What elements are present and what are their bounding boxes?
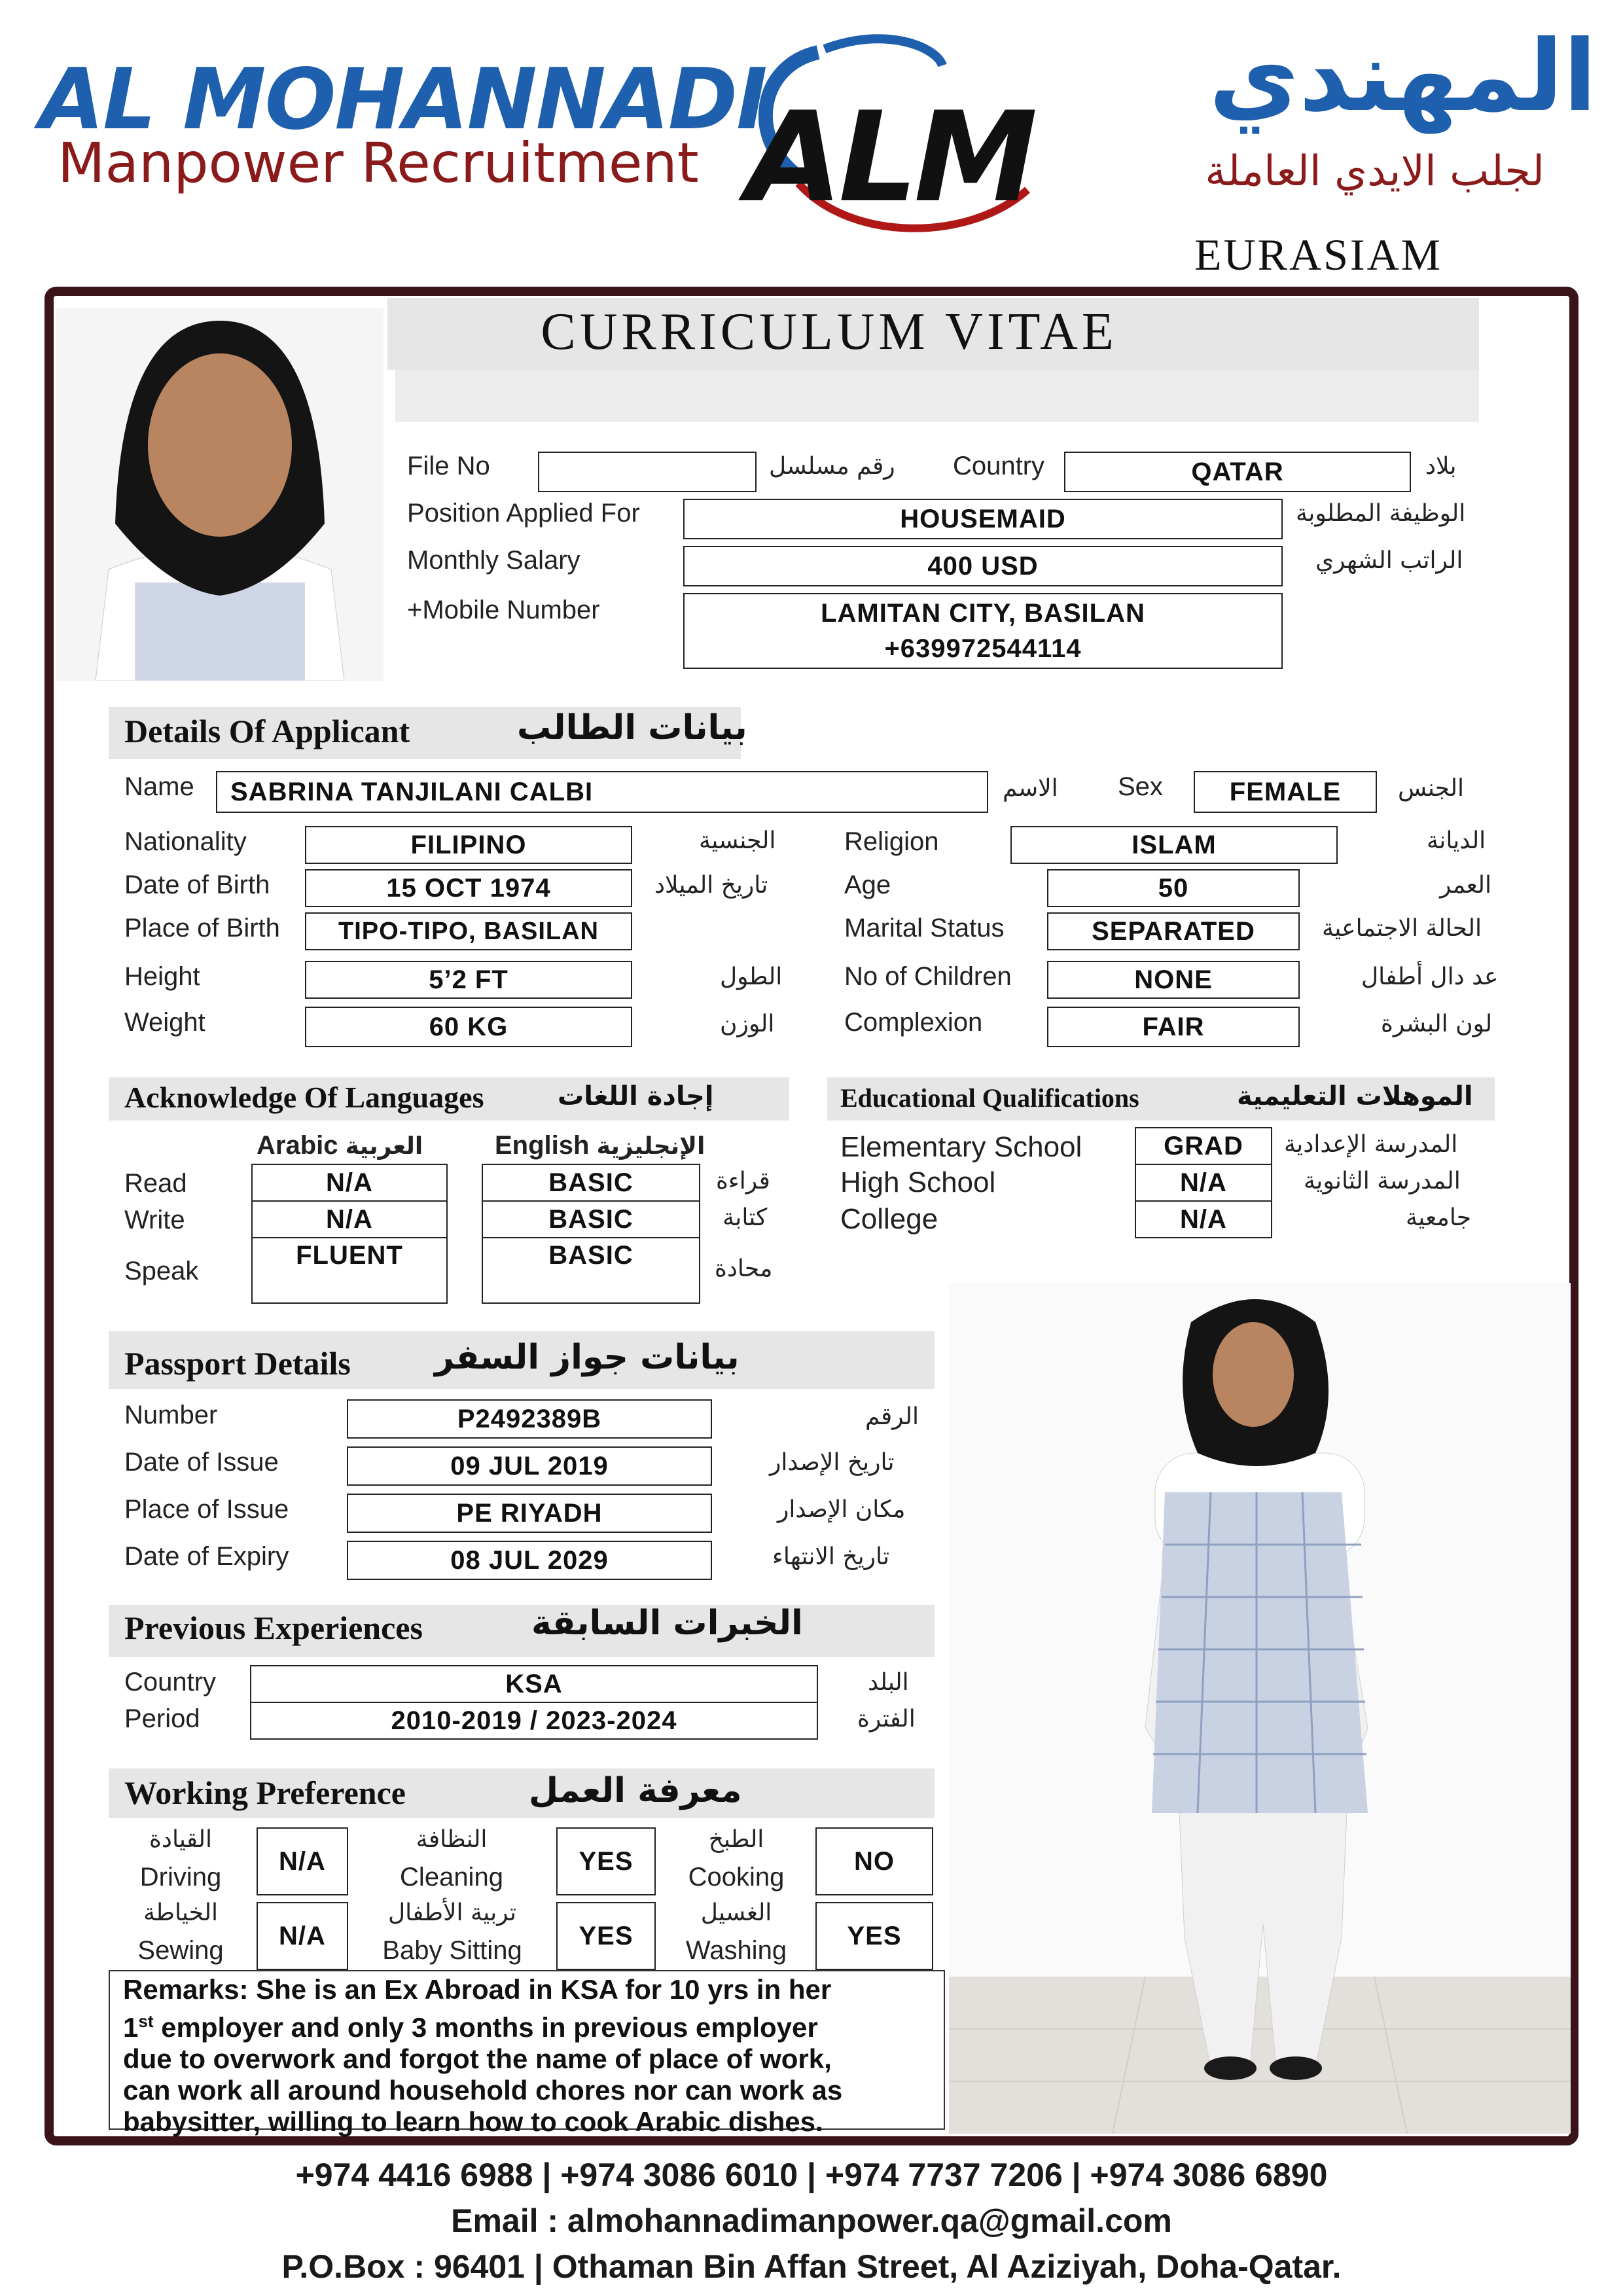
cleaning-label: Cleaning: [400, 1863, 503, 1892]
remarks-ordinal-suffix: st: [138, 2011, 154, 2031]
complexion-label-ar: لون البشرة: [1381, 1011, 1493, 1037]
passport-section-title-ar: بيانات جواز السفر: [435, 1338, 740, 1377]
religion-label-ar: الديانة: [1427, 827, 1486, 854]
passport-section-title: Passport Details: [124, 1345, 351, 1382]
file-no-label: File No: [407, 452, 490, 480]
high-school-label: High School: [840, 1166, 996, 1198]
cv-title: CURRICULUM VITAE: [541, 303, 1118, 361]
applicant-portrait: [56, 308, 383, 681]
languages-section-title: Acknowledge Of Languages: [124, 1081, 484, 1114]
mobile-value-line1: LAMITAN CITY, BASILAN: [821, 599, 1145, 628]
read-label-ar: قراءة: [716, 1168, 770, 1194]
elementary-label: Elementary School: [840, 1131, 1082, 1163]
agency-name: EURASIAM: [1194, 230, 1443, 279]
arabic-column-header: [257, 1131, 423, 1160]
sex-label-ar: الجنس: [1398, 775, 1464, 802]
file-no-label-ar: رقم مسلسل: [769, 453, 895, 480]
experience-period-value: 2010-2019 / 2023-2024: [250, 1702, 818, 1740]
cooking-label: Cooking: [688, 1863, 785, 1892]
mobile-value: [683, 593, 1283, 669]
name-label-ar: الاسم: [1003, 775, 1058, 802]
cleaning-value: YES: [556, 1827, 656, 1895]
dob-label: Date of Birth: [124, 870, 270, 899]
dob-label-ar: تاريخ الميلاد: [654, 872, 768, 899]
age-label-ar: العمر: [1440, 872, 1492, 899]
position-label-ar: الوظيفة المطلوبة: [1296, 500, 1466, 527]
elementary-value: GRAD: [1135, 1127, 1272, 1165]
salary-label-ar: الراتب الشهري: [1315, 547, 1463, 574]
read-label: Read: [124, 1169, 187, 1198]
mobile-label: +Mobile Number: [407, 596, 600, 624]
arabic-read-value: N/A: [251, 1164, 448, 1202]
education-section-title-ar: الموهلات التعليمية: [1237, 1081, 1473, 1111]
baby-sitting-label-ar: تربية الأطفال: [387, 1899, 517, 1926]
applicant-section-title-ar: بيانات الطالب: [517, 708, 747, 747]
remarks-line-3: due to overwork and forgot the name of place of work,: [123, 2043, 832, 2074]
issue-place-value: PE RIYADH: [347, 1494, 712, 1533]
preference-section-title: Working Preference: [124, 1774, 406, 1811]
high-school-value: N/A: [1135, 1164, 1272, 1202]
elementary-label-ar: المدرسة الإعدادية: [1284, 1131, 1458, 1158]
college-label-ar: جامعية: [1406, 1204, 1472, 1231]
mobile-value-line2: +639972544114: [884, 634, 1082, 663]
children-value: NONE: [1047, 961, 1300, 999]
complexion-value: FAIR: [1047, 1007, 1300, 1047]
speak-label: Speak: [124, 1257, 199, 1285]
remarks-line-2-text: employer and only 3 months in previous employer: [153, 2012, 818, 2043]
height-value: 5’2 FT: [305, 961, 632, 999]
education-section-title: Educational Qualifications: [840, 1083, 1139, 1113]
footer-phones: +974 4416 6988 | +974 3086 6010 | +974 7737 7206 | +974 3086 6890: [295, 2157, 1328, 2193]
marital-value: SEPARATED: [1047, 912, 1300, 950]
weight-label: Weight: [124, 1008, 205, 1037]
english-write-value: BASIC: [482, 1200, 700, 1238]
weight-value: 60 KG: [305, 1007, 632, 1047]
weight-label-ar: الوزن: [720, 1011, 775, 1037]
brand-name-en: AL MOHANNADI: [39, 51, 766, 149]
experience-section-title-ar: الخبرات السابقة: [531, 1604, 803, 1643]
letterhead: [0, 0, 1623, 281]
passport-number-value: P2492389B: [347, 1399, 712, 1439]
nationality-label: Nationality: [124, 827, 247, 856]
experience-country-value: KSA: [250, 1665, 818, 1703]
issue-place-label: Place of Issue: [124, 1495, 289, 1524]
passport-number-label: Number: [124, 1401, 218, 1429]
footer-address: P.O.Box : 96401 | Othaman Bin Affan Street, Al Aziziyah, Doha-Qatar.: [281, 2248, 1342, 2285]
baby-sitting-label: Baby Sitting: [382, 1936, 522, 1965]
remarks-ordinal: 1: [123, 2012, 139, 2043]
preference-section-title-ar: معرفة العمل: [529, 1771, 742, 1810]
arabic-header-en: Arabic: [257, 1131, 338, 1160]
washing-label-ar: الغسيل: [700, 1899, 772, 1926]
washing-value: YES: [815, 1902, 933, 1970]
languages-section-title-ar: إجادة اللغات: [558, 1081, 714, 1111]
experience-section-title: Previous Experiences: [124, 1609, 423, 1646]
english-speak-value: BASIC: [482, 1237, 700, 1304]
country-label: Country: [953, 452, 1045, 480]
age-label: Age: [844, 870, 891, 899]
english-header-ar: الإنجليزية: [596, 1133, 705, 1160]
children-label-ar: عد دال أطفال: [1361, 963, 1499, 990]
sex-value: FEMALE: [1194, 771, 1377, 813]
arabic-write-value: N/A: [251, 1200, 448, 1238]
remarks-line-2: [123, 2005, 931, 2043]
height-label-ar: الطول: [720, 963, 783, 990]
issue-place-label-ar: مكان الإصدار: [777, 1496, 906, 1523]
country-value: QATAR: [1064, 452, 1411, 492]
driving-label: Driving: [139, 1863, 222, 1892]
remarks-line-5: babysitter, willing to learn how to cook Arabic dishes.: [123, 2106, 823, 2137]
remarks-box: [109, 1970, 945, 2137]
brand-subtitle-ar: لجلب الايدي العاملة: [1205, 147, 1544, 196]
issue-date-label-ar: تاريخ الإصدار: [770, 1449, 895, 1476]
issue-date-label: Date of Issue: [124, 1448, 279, 1477]
nationality-label-ar: الجنسية: [699, 827, 776, 854]
name-label: Name: [124, 772, 194, 801]
dob-value: 15 OCT 1974: [305, 869, 632, 907]
name-value: SABRINA TANJILANI CALBI: [216, 771, 988, 813]
write-label-ar: كتابة: [722, 1204, 768, 1231]
passport-number-label-ar: الرقم: [865, 1403, 919, 1430]
brand-subtitle-en: Manpower Recruitment: [58, 131, 699, 195]
alm-logo: [720, 26, 1060, 262]
english-column-header: [495, 1131, 705, 1160]
experience-country-label: Country: [124, 1668, 217, 1696]
logo-text: ALM: [746, 85, 1034, 230]
expiry-label-ar: تاريخ الانتهاء: [772, 1543, 889, 1570]
arabic-speak-value: FLUENT: [251, 1237, 448, 1304]
cooking-value: NO: [815, 1827, 933, 1895]
english-header-en: English: [495, 1131, 590, 1160]
age-value: 50: [1047, 869, 1300, 907]
file-no-value: [538, 452, 757, 492]
position-label: Position Applied For: [407, 499, 640, 528]
speak-label-ar: محادة: [715, 1255, 773, 1282]
salary-value: 400 USD: [683, 546, 1283, 586]
college-label: College: [840, 1203, 938, 1235]
nationality-value: FILIPINO: [305, 826, 632, 864]
sewing-value: N/A: [257, 1902, 348, 1970]
issue-date-value: 09 JUL 2019: [347, 1446, 712, 1486]
driving-label-ar: القيادة: [149, 1826, 212, 1853]
religion-value: ISLAM: [1010, 826, 1338, 864]
height-label: Height: [124, 962, 200, 991]
country-label-ar: بلاد: [1425, 453, 1457, 480]
sewing-label: Sewing: [137, 1936, 224, 1965]
college-value: N/A: [1135, 1200, 1272, 1238]
experience-country-label-ar: البلد: [868, 1669, 909, 1696]
applicant-full-body-photo: [949, 1283, 1571, 2134]
religion-label: Religion: [844, 827, 939, 856]
experience-period-label: Period: [124, 1704, 200, 1733]
brand-name-ar: المهندي: [1209, 20, 1597, 134]
sewing-label-ar: الخياطة: [143, 1899, 218, 1926]
children-label: No of Children: [844, 962, 1012, 991]
baby-sitting-value: YES: [556, 1902, 656, 1970]
cv-title-subband: [395, 370, 1479, 422]
arabic-header-ar: العربية: [345, 1133, 423, 1160]
english-read-value: BASIC: [482, 1164, 700, 1202]
expiry-value: 08 JUL 2029: [347, 1541, 712, 1580]
cleaning-label-ar: النظافة: [416, 1826, 488, 1853]
sex-label: Sex: [1118, 772, 1163, 801]
pob-value: TIPO-TIPO, BASILAN: [305, 912, 632, 950]
applicant-section-title: Details Of Applicant: [124, 713, 410, 749]
salary-label: Monthly Salary: [407, 546, 580, 575]
experience-period-label-ar: الفترة: [857, 1706, 916, 1732]
position-value: HOUSEMAID: [683, 499, 1283, 539]
marital-label: Marital Status: [844, 914, 1005, 942]
cooking-label-ar: الطبخ: [708, 1826, 764, 1853]
washing-label: Washing: [685, 1936, 787, 1965]
pob-label: Place of Birth: [124, 914, 280, 942]
complexion-label: Complexion: [844, 1008, 983, 1037]
remarks-line-4: can work all around household chores nor can work as: [123, 2075, 843, 2106]
remarks-line-1: Remarks: She is an Ex Abroad in KSA for 10 yrs in her: [123, 1974, 832, 2005]
expiry-label: Date of Expiry: [124, 1542, 289, 1571]
driving-value: N/A: [257, 1827, 348, 1895]
write-label: Write: [124, 1206, 185, 1234]
marital-label-ar: الحالة الاجتماعية: [1322, 915, 1482, 942]
footer-email: Email : almohannadimanpower.qa@gmail.com: [451, 2202, 1172, 2239]
high-school-label-ar: المدرسة الثانوية: [1304, 1168, 1461, 1194]
